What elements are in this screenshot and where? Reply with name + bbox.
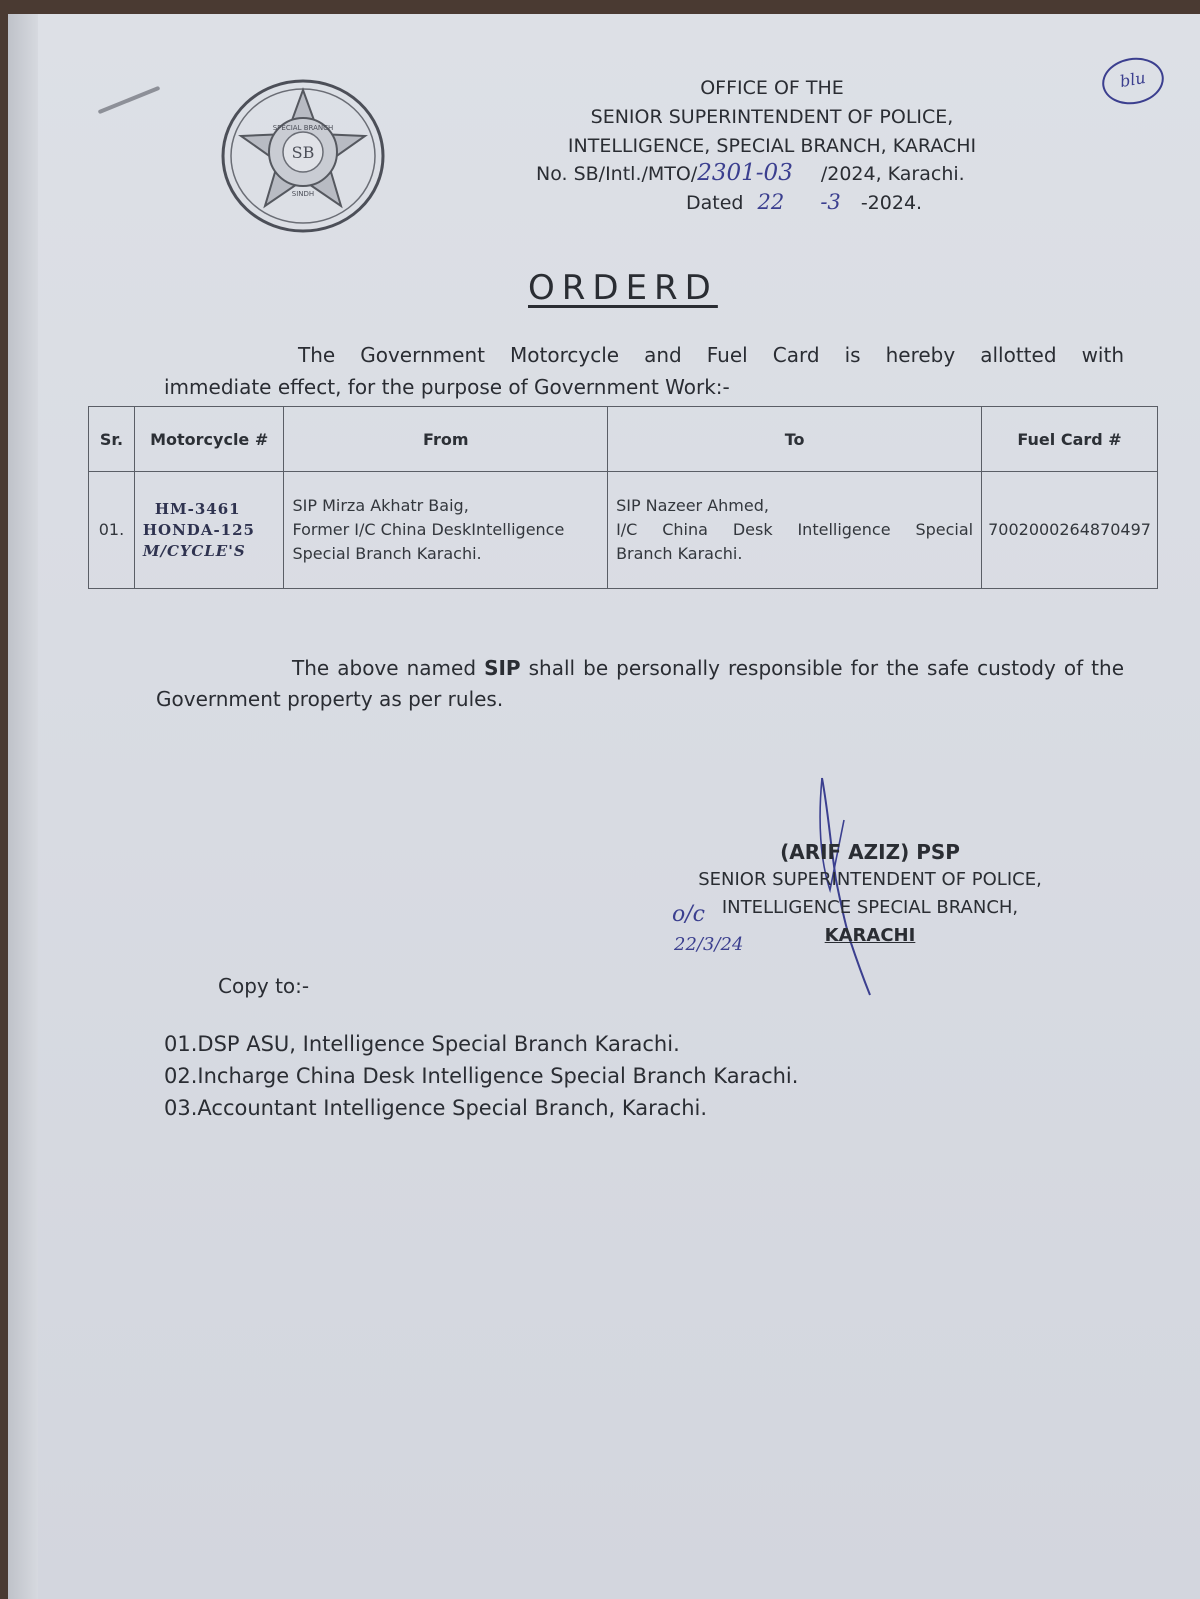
copy-list xyxy=(164,1028,798,1124)
dated-line xyxy=(686,190,922,214)
col-header-motorcycle: Motorcycle # xyxy=(134,407,284,472)
dated-label: Dated xyxy=(686,192,744,214)
copy-item: 02.Incharge China Desk Intelligence Special Branch Karachi. xyxy=(164,1064,799,1088)
special-branch-seal xyxy=(215,76,395,236)
seal-ring-text: SPECIAL BRANCH xyxy=(272,124,334,132)
copy-item: 01.DSP ASU, Intelligence Special Branch Karachi. xyxy=(164,1032,680,1056)
signatory-city: KARACHI xyxy=(824,925,916,946)
dated-year: -2024. xyxy=(860,192,923,214)
page-shadow-edge xyxy=(8,14,38,1599)
motorcycle-model: HONDA-125 xyxy=(142,520,255,539)
col-header-sr: Sr. xyxy=(89,407,135,472)
reference-suffix: /2024, Karachi. xyxy=(820,163,965,185)
copy-item: 03.Accountant Intelligence Special Branch, Karachi. xyxy=(164,1096,708,1120)
seal-center-text: SB xyxy=(291,143,315,162)
signatory-designation: SENIOR SUPERINTENDENT OF POLICE, xyxy=(698,869,1042,890)
document-title: ORDERD xyxy=(528,268,718,308)
to-post: I/C China Desk Intelligence Special xyxy=(616,520,974,539)
cell-to xyxy=(608,472,982,589)
margin-date: 22/3/24 xyxy=(674,934,744,955)
margin-note: o/c xyxy=(672,902,705,927)
motorcycle-number: HM-3461 xyxy=(154,499,241,518)
office-line: OFFICE OF THE xyxy=(700,77,844,99)
reference-prefix: No. SB/Intl./MTO/ xyxy=(536,163,698,185)
allotment-table xyxy=(88,406,1158,589)
motorcycle-type: M/CYCLE'S xyxy=(142,541,246,560)
table-header-row xyxy=(89,407,1158,472)
cell-from xyxy=(284,472,608,589)
responsibility-text-b: shall be personally responsible for the safe custody of the xyxy=(520,656,1124,680)
department-line: INTELLIGENCE, SPECIAL BRANCH, KARACHI xyxy=(567,135,977,157)
signatory-unit: INTELLIGENCE SPECIAL BRANCH, xyxy=(721,897,1019,918)
corner-initials-mark: blu xyxy=(1098,53,1167,109)
intro-first-line: The Government Motorcycle and Fuel Card is hereby allotted with xyxy=(298,343,1124,367)
designation-line: SENIOR SUPERINTENDENT OF POLICE, xyxy=(590,106,954,128)
cell-sr: 01. xyxy=(89,472,135,589)
seal-bottom-text: SINDH xyxy=(291,190,315,198)
dated-day: 22 xyxy=(757,190,785,214)
letterhead xyxy=(492,74,1052,161)
table-row xyxy=(89,472,1158,589)
intro-second-line: immediate effect, for the purpose of Government Work:- xyxy=(164,375,730,399)
responsibility-first-line xyxy=(292,653,1124,684)
responsibility-second-line: Government property as per rules. xyxy=(156,687,504,711)
dated-month: -3 xyxy=(820,190,841,214)
to-branch: Branch Karachi. xyxy=(616,544,743,563)
signatory-name: (ARIF AZIZ) PSP xyxy=(780,840,960,864)
col-header-from: From xyxy=(284,407,608,472)
from-name: SIP Mirza Akhatr Baig, xyxy=(292,496,469,515)
responsibility-bold-sip: SIP xyxy=(484,656,521,680)
col-header-fuel-card: Fuel Card # xyxy=(982,407,1158,472)
document-page xyxy=(8,14,1200,1599)
cell-fuel-card: 7002000264870497 xyxy=(982,472,1158,589)
col-header-to: To xyxy=(608,407,982,472)
from-post: Former I/C China DeskIntelligence xyxy=(292,520,565,539)
responsibility-text-a: The above named xyxy=(292,656,485,680)
from-branch: Special Branch Karachi. xyxy=(292,544,482,563)
copy-to-label: Copy to:- xyxy=(218,974,310,998)
cell-motorcycle xyxy=(134,472,284,589)
reference-number xyxy=(536,160,965,186)
to-name: SIP Nazeer Ahmed, xyxy=(616,496,769,515)
reference-handwritten: 2301-03 xyxy=(697,160,793,186)
